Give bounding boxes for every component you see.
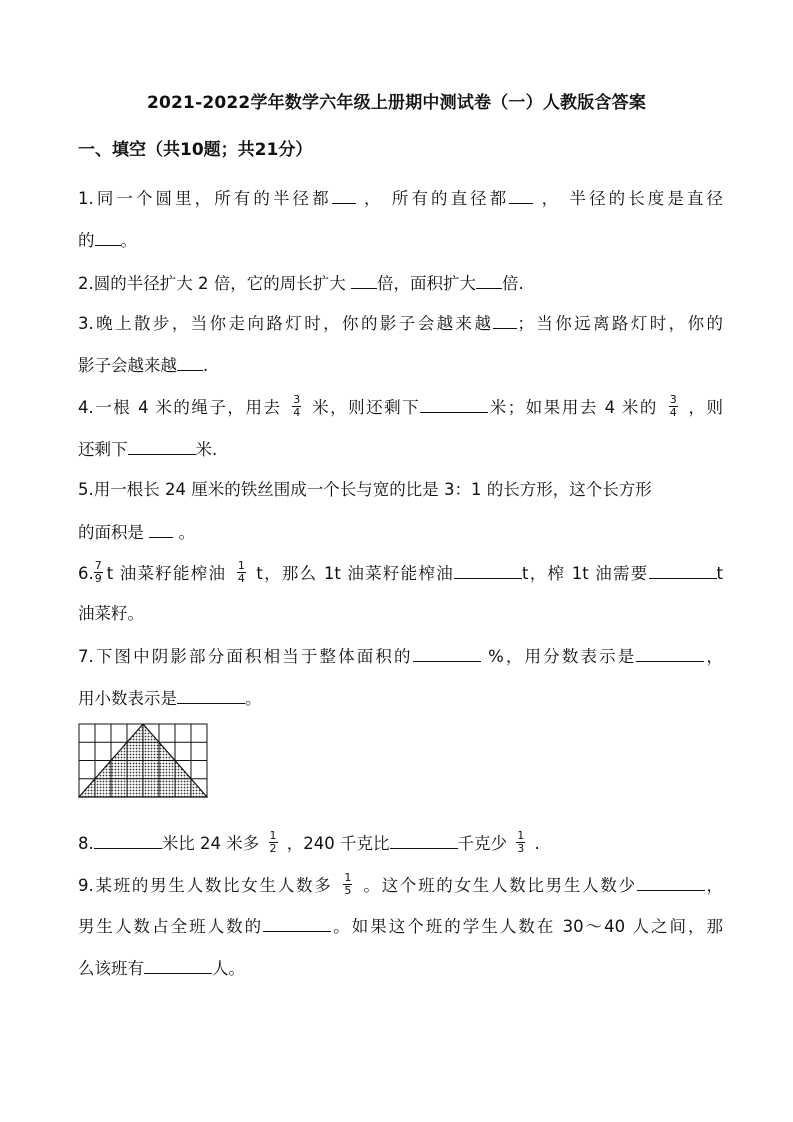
q1-text-c: ， 半径的长度是直径 xyxy=(541,189,724,208)
answer-blank[interactable] xyxy=(454,560,522,579)
q2-text-a: 2.圆的半径扩大 2 倍，它的周长扩大 xyxy=(78,274,351,293)
question-3-line-2 xyxy=(78,352,723,378)
page-title: 2021-2022学年数学六年级上册期中测试卷（一）人教版含答案 xyxy=(146,93,647,113)
q4-text-d: ，则 xyxy=(688,398,724,417)
q3-text-b: ；当你远离路灯时，你的 xyxy=(517,314,723,333)
q3-text-c: 影子会越来越 xyxy=(78,356,177,375)
q6-text-a: 6. xyxy=(78,564,94,583)
q4-text-c: 米；如果用去 4 米的 xyxy=(488,398,658,417)
answer-blank[interactable] xyxy=(177,352,203,371)
q1-text-d: 的 xyxy=(78,231,95,250)
q7-text-c: ， xyxy=(704,647,724,666)
q7-text-e: 。 xyxy=(245,689,262,708)
fraction-numerator: 1 xyxy=(517,829,525,842)
q6-text-d: t，榨 1t 油需要 xyxy=(521,564,649,583)
q9-text-e: 。如果这个班的学生人数在 30～40 人之间，那 xyxy=(331,917,724,936)
question-4-line-1 xyxy=(78,394,723,421)
question-1-line-1 xyxy=(78,185,723,211)
question-9-line-1 xyxy=(78,872,723,899)
question-6-line-1 xyxy=(78,560,723,587)
shaded-triangle-grid-figure xyxy=(78,723,208,798)
answer-blank[interactable] xyxy=(636,643,704,662)
q4-text-a: 4.一根 4 米的绳子，用去 xyxy=(78,398,282,417)
q9-text-a: 9.某班的男生人数比女生人数多 xyxy=(78,876,333,895)
q7-text-b: %，用分数表示是 xyxy=(488,647,637,666)
fraction xyxy=(292,394,301,419)
q9-text-b: 。这个班的女生人数比男生人数少 xyxy=(363,876,637,895)
question-7-line-1 xyxy=(78,643,723,669)
fraction xyxy=(269,830,278,855)
answer-blank[interactable] xyxy=(263,913,331,932)
answer-blank[interactable] xyxy=(177,685,245,704)
q8-text-a: 8. xyxy=(78,834,94,853)
answer-blank[interactable] xyxy=(390,830,458,849)
fraction-numerator: 3 xyxy=(669,393,677,406)
question-6-line-2 xyxy=(78,602,723,626)
fraction-numerator: 1 xyxy=(344,871,352,884)
fraction xyxy=(237,560,246,585)
q5-text-a: 5.用一根长 24 厘米的铁丝围成一个长与宽的比是 3：1 的长方形，这个长方形 xyxy=(78,480,652,499)
q6-text-b: t 油菜籽能榨油 xyxy=(106,564,227,583)
q3-text-d: . xyxy=(203,356,209,375)
question-9-line-3 xyxy=(78,955,723,981)
answer-blank[interactable] xyxy=(149,519,173,538)
answer-blank[interactable] xyxy=(420,394,488,413)
question-9-line-2 xyxy=(78,913,723,939)
fraction-numerator: 3 xyxy=(293,393,301,406)
fraction xyxy=(516,830,525,855)
fraction-numerator: 7 xyxy=(94,559,102,572)
q8-text-e: . xyxy=(534,834,540,853)
fraction-denominator: 5 xyxy=(344,884,352,897)
q6-text-g: 油菜籽。 xyxy=(78,604,144,623)
q6-text-c: t，那么 1t 油菜籽能榨油 xyxy=(256,564,454,583)
answer-blank[interactable] xyxy=(493,310,517,329)
q6-text-e: t xyxy=(716,564,723,583)
answer-blank[interactable] xyxy=(128,436,196,455)
answer-blank[interactable] xyxy=(94,830,162,849)
fraction-denominator: 4 xyxy=(237,572,245,585)
q4-text-e: 还剩下 xyxy=(78,440,128,459)
q7-text-a: 7.下图中阴影部分面积相当于整体面积的 xyxy=(78,647,413,666)
q1-text-e: 。 xyxy=(120,231,137,250)
question-7-line-2 xyxy=(78,685,723,711)
fraction-numerator: 1 xyxy=(237,559,245,572)
q4-text-b: 米，则还剩下 xyxy=(312,398,421,417)
q7-text-d: 用小数表示是 xyxy=(78,689,177,708)
q8-text-d: 千克少 xyxy=(457,834,507,853)
q8-text-c: ，240 千克比 xyxy=(286,834,390,853)
fraction-denominator: 9 xyxy=(94,572,102,585)
fraction-denominator: 3 xyxy=(517,842,525,855)
answer-blank[interactable] xyxy=(95,227,121,246)
q2-text-c: 倍. xyxy=(501,274,524,293)
fraction-denominator: 4 xyxy=(669,406,677,419)
section-heading: 一、填空（共10题；共21分） xyxy=(78,140,313,160)
fraction xyxy=(94,560,103,585)
q1-text-a: 1.同一个圆里，所有的半径都 xyxy=(78,189,332,208)
q1-text-b: ， 所有的直径都 xyxy=(364,189,510,208)
answer-blank[interactable] xyxy=(637,872,705,891)
question-1-line-2 xyxy=(78,227,723,253)
q9-text-d: 男生人数占全班人数的 xyxy=(78,917,264,936)
question-5-line-1 xyxy=(78,478,723,502)
question-2 xyxy=(78,270,723,296)
q5-text-b: 的面积是 xyxy=(78,523,150,542)
q2-text-b: 倍，面积扩大 xyxy=(376,274,476,293)
q8-text-b: 米比 24 米多 xyxy=(161,834,260,853)
question-8 xyxy=(78,830,723,857)
answer-blank[interactable] xyxy=(413,643,481,662)
q9-text-g: 人。 xyxy=(212,959,245,978)
q5-text-c: 。 xyxy=(173,523,195,542)
answer-blank[interactable] xyxy=(649,560,717,579)
answer-blank[interactable] xyxy=(476,270,502,289)
q4-text-g: 米. xyxy=(195,440,218,459)
q9-text-c: ， xyxy=(704,876,724,895)
fraction-denominator: 4 xyxy=(293,406,301,419)
fraction xyxy=(669,394,678,419)
answer-blank[interactable] xyxy=(509,185,533,204)
q3-text-a: 3.晚上散步，当你走向路灯时，你的影子会越来越 xyxy=(78,314,494,333)
q9-text-f: 么该班有 xyxy=(78,959,144,978)
answer-blank[interactable] xyxy=(144,955,212,974)
question-3-line-1 xyxy=(78,310,723,336)
question-5-line-2 xyxy=(78,519,723,545)
fraction-denominator: 2 xyxy=(269,842,277,855)
question-4-line-2 xyxy=(78,436,723,462)
answer-blank[interactable] xyxy=(332,185,356,204)
fraction xyxy=(343,872,352,897)
fraction-numerator: 1 xyxy=(269,829,277,842)
answer-blank[interactable] xyxy=(351,270,377,289)
